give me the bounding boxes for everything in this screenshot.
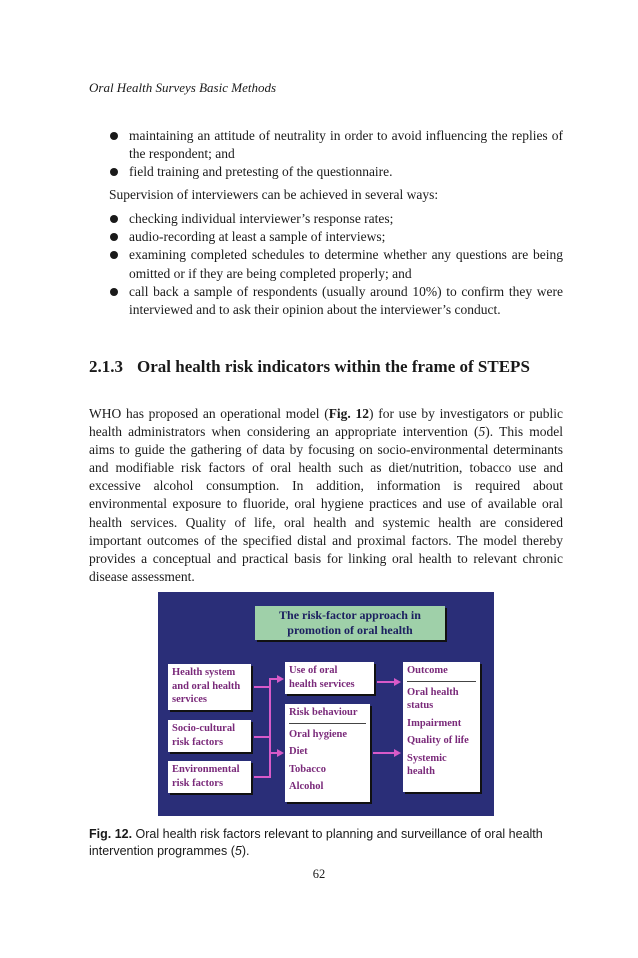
- list-item-text: field training and pretesting of the questionnaire.: [129, 164, 393, 180]
- bullet-icon: [110, 288, 118, 296]
- caption-text: Oral health risk factors relevant to planning and surveillance of oral health intervention programmes (: [89, 827, 543, 858]
- outcome-item: Impairment: [407, 717, 462, 729]
- list-item: [89, 163, 563, 181]
- list-item: [89, 127, 563, 163]
- bullet-icon: [110, 251, 118, 259]
- health-system-box: [168, 664, 251, 710]
- box-text: Health system: [172, 667, 236, 678]
- arrow-icon: [277, 749, 284, 757]
- box-text: Environmental: [172, 764, 240, 775]
- environmental-box: [168, 761, 251, 793]
- box-heading: Risk behaviour: [289, 707, 358, 718]
- list-item: [89, 228, 563, 246]
- figure-caption: [89, 826, 563, 860]
- divider: [407, 681, 476, 682]
- supervision-intro: Supervision of interviewers can be achieved in several ways:: [109, 187, 439, 202]
- caption-text: ).: [241, 844, 250, 858]
- list-item-text: audio-recording at least a sample of interviews;: [129, 229, 386, 245]
- box-text: Use of oral: [289, 665, 338, 676]
- box-text: risk factors: [172, 777, 224, 789]
- figure-reference: Fig. 12: [328, 406, 370, 421]
- outcome-box: [403, 662, 480, 792]
- box-text: services: [172, 694, 207, 705]
- arrow-icon: [277, 675, 284, 683]
- bullet-list-top: [89, 127, 563, 182]
- outcome-item: Quality of life: [407, 735, 469, 746]
- bullet-icon: [110, 168, 118, 176]
- outcome-item: Systemic health: [407, 752, 447, 777]
- list-item-text: call back a sample of respondents (usually around 10%) to confirm they were interviewed and to ask their opinion about the interviewer’s conduct.: [129, 283, 563, 318]
- bullet-icon: [110, 132, 118, 140]
- list-item: [89, 283, 563, 319]
- running-header: Oral Health Surveys Basic Methods: [89, 80, 277, 95]
- connector-line: [254, 776, 270, 778]
- citation-number: 5: [478, 424, 486, 440]
- arrow-icon: [394, 678, 401, 686]
- body-paragraph: [89, 405, 563, 586]
- box-heading: Outcome: [407, 665, 448, 676]
- section-heading: [89, 357, 569, 376]
- box-text: health services: [289, 678, 355, 690]
- outcome-item: Oral health status: [407, 686, 459, 711]
- list-item-text: examining completed schedules to determine whether any questions are being omitted or if they are being completed properly; and: [129, 247, 563, 281]
- bullet-icon: [110, 215, 118, 223]
- section-number: 2.1.3: [89, 357, 123, 376]
- behaviour-item: Diet: [289, 746, 308, 757]
- paragraph-text: ). This model aims to guide the gathering of data by focusing on socio-environmental determinants and modifiable risk factors of oral health such as diet/nutrition, tobacco use and excessive alcohol consumption. In addition, information is required about environmental exposure to fluoride, oral hygiene practices and use of available oral health services. Quality of life, oral health and systemic health are considered important outcomes of the specified distal and proximal factors. The model thereby provides a conceptual and practical basis for linking oral health to relevant chronic disease assessment.: [89, 424, 563, 584]
- behaviour-item: Alcohol: [289, 781, 324, 792]
- connector-vertical: [269, 678, 271, 778]
- connector-line: [377, 681, 395, 683]
- risk-behaviour-box: [285, 704, 370, 802]
- bullet-list-supervision: [89, 210, 563, 319]
- behaviour-item: Tobacco: [289, 763, 326, 775]
- list-item: [89, 246, 563, 282]
- page-number: 62: [312, 867, 326, 881]
- diagram-title: [255, 606, 445, 640]
- list-item: [89, 210, 563, 228]
- box-text: and oral health: [172, 680, 241, 692]
- box-text: risk factors: [172, 736, 224, 748]
- behaviour-item: Oral hygiene: [289, 728, 348, 740]
- list-item-text: maintaining an attitude of neutrality in order to avoid influencing the replies of the respondent; and: [129, 128, 563, 162]
- socio-cultural-box: [168, 720, 251, 752]
- risk-factor-diagram: [158, 592, 494, 816]
- connector-line: [373, 752, 395, 754]
- list-item-text: checking individual interviewer’s response rates;: [129, 211, 394, 226]
- connector-line: [254, 736, 270, 738]
- use-of-services-box: [285, 662, 374, 694]
- bullet-icon: [110, 233, 118, 241]
- connector-line: [254, 686, 270, 688]
- box-text: Socio-cultural: [172, 723, 235, 734]
- paragraph-text: ) for use by investigators or public health administrators when considering an appropriate intervention (: [89, 406, 563, 440]
- divider: [289, 723, 366, 724]
- paragraph-text: WHO has proposed an operational model (: [89, 406, 329, 421]
- caption-label: Fig. 12.: [89, 827, 133, 841]
- section-title: Oral health risk indicators within the frame of STEPS: [137, 357, 530, 376]
- diagram-title-line: The risk-factor approach in: [279, 608, 421, 622]
- diagram-title-line: promotion of oral health: [287, 623, 413, 637]
- arrow-icon: [394, 749, 401, 757]
- citation-number: 5: [234, 844, 242, 858]
